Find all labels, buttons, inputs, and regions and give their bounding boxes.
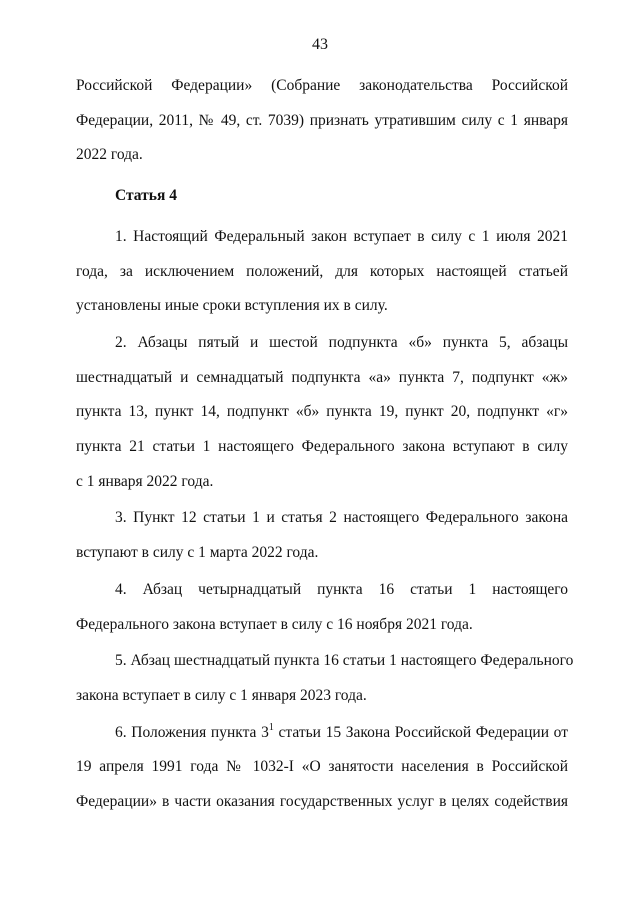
- text-line: Федерального закона вступает в силу с 16 ноября 2021 года.: [76, 615, 473, 633]
- paragraph-4: [76, 573, 568, 642]
- paragraph-6: [76, 716, 568, 820]
- text-line: Федерации» в части оказания государственных услуг в целях содействия: [76, 793, 568, 811]
- text-fragment: статьи 15 Закона Российской Федерации от: [273, 723, 568, 741]
- paragraph-1: [76, 220, 568, 324]
- text-line: 19 апреля 1991 года № 1032-I «О занятости населения в Российской: [76, 758, 568, 776]
- text-fragment: 6. Положения пункта 3: [115, 723, 269, 741]
- text-line: шестнадцатый и семнадцатый подпункта «а» пункта 7, подпункт «ж»: [76, 368, 568, 386]
- text-line: с 1 января 2022 года.: [76, 472, 214, 490]
- article-heading: Статья 4: [115, 187, 177, 205]
- text-line: пункта 13, пункт 14, подпункт «б» пункта 19, пункт 20, подпункт «г»: [76, 403, 568, 421]
- page-number: 43: [312, 36, 328, 53]
- text-line: Российской Федерации» (Собрание законодательства Российской: [76, 77, 568, 94]
- text-line: Федерации, 2011, № 49, ст. 7039) признать утратившим силу с 1 января: [76, 111, 568, 129]
- text-line: установлены иные сроки вступления их в силу.: [76, 297, 388, 315]
- paragraph-2: [76, 326, 568, 500]
- text-line: [76, 716, 568, 751]
- superscript: 1: [268, 721, 274, 733]
- text-line: 3. Пункт 12 статьи 1 и статья 2 настоящего Федерального закона: [115, 509, 568, 527]
- document-body: [76, 69, 574, 822]
- text-line: закона вступает в силу с 1 января 2023 года.: [76, 686, 367, 704]
- paragraph-continuation: [76, 69, 568, 173]
- text-line: 4. Абзац четырнадцатый пункта 16 статьи 1 настоящего: [115, 580, 568, 598]
- paragraph-3: [76, 501, 568, 570]
- text-line: 2. Абзацы пятый и шестой подпункта «б» пункта 5, абзацы: [115, 333, 568, 351]
- paragraph-5: [76, 644, 574, 713]
- text-line: вступают в силу с 1 марта 2022 года.: [76, 544, 319, 562]
- text-line: 2022 года.: [76, 146, 143, 164]
- text-line: 5. Абзац шестнадцатый пункта 16 статьи 1 настоящего Федерального: [115, 652, 574, 670]
- text-line: года, за исключением положений, для которых настоящей статьей: [76, 262, 568, 280]
- text-line: 1. Настоящий Федеральный закон вступает в силу с 1 июля 2021: [115, 227, 568, 245]
- text-line: пункта 21 статьи 1 настоящего Федерального закона вступают в силу: [76, 438, 568, 456]
